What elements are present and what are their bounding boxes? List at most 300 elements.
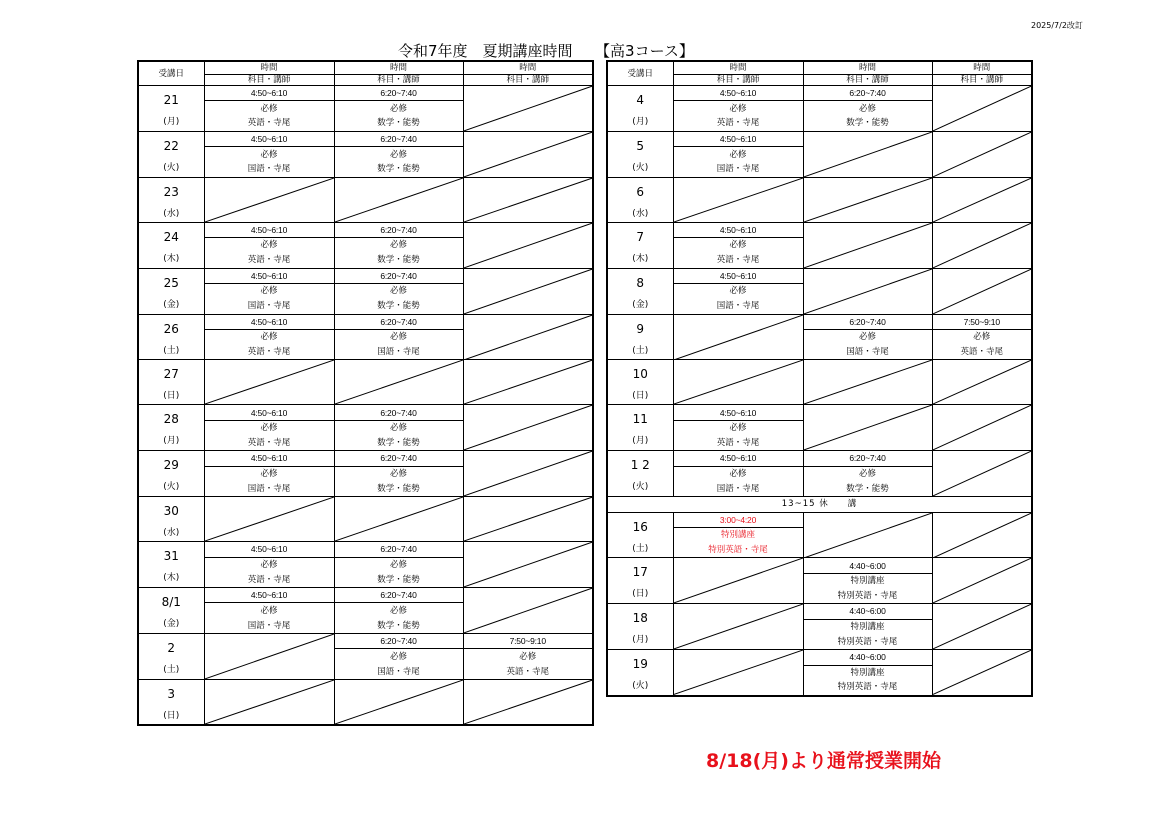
empty-slot [463, 451, 593, 497]
slot-subject: 数学・能勢 [334, 116, 463, 131]
schedule-row [607, 86, 1032, 101]
slot-subject: 英語・寺尾 [673, 436, 803, 451]
slot-subject: 数学・能勢 [803, 116, 932, 131]
weekday: (水) [632, 208, 649, 219]
empty-slot [673, 558, 803, 604]
slot-type: 必修 [204, 557, 334, 572]
empty-slot-slash [674, 650, 803, 694]
slot-subject: 英語・寺尾 [463, 664, 593, 679]
slot-type: 必修 [803, 329, 932, 344]
slot-type: 必修 [334, 283, 463, 298]
time-header: 時間 [932, 61, 1032, 75]
date-number: 1 2 [630, 458, 650, 473]
date-cell [607, 558, 673, 604]
date-cell [138, 314, 204, 360]
empty-slot [803, 405, 932, 451]
slot-time: 7:50~9:10 [932, 314, 1032, 329]
schedule-row [138, 634, 593, 649]
empty-slot [932, 177, 1032, 222]
slot-time: 4:50~6:10 [204, 86, 334, 101]
slot-type: 必修 [334, 147, 463, 162]
empty-slot [204, 679, 334, 725]
weekday: (火) [163, 482, 180, 493]
slot-subject: 国語・寺尾 [204, 618, 334, 633]
header-row [607, 61, 1032, 75]
weekday: (火) [163, 162, 180, 173]
date-cell [138, 222, 204, 268]
date-cell [607, 451, 673, 497]
slot-subject: 数学・能勢 [334, 299, 463, 314]
slot-type: 特別講座 [803, 573, 932, 588]
empty-slot [463, 131, 593, 177]
empty-slot-slash [674, 360, 803, 404]
subject-teacher-header: 科目・講師 [334, 75, 463, 86]
empty-slot-slash [464, 680, 593, 724]
slot-subject: 英語・寺尾 [932, 345, 1032, 360]
subject-teacher-header: 科目・講師 [803, 75, 932, 86]
weekday: (日) [163, 710, 180, 721]
slot-type: 必修 [334, 101, 463, 116]
slot-subject: 国語・寺尾 [673, 299, 803, 314]
weekday: (火) [632, 162, 649, 173]
weekday: (土) [632, 543, 649, 554]
date-number: 8 [636, 275, 645, 290]
empty-slot [463, 314, 593, 360]
empty-slot [463, 86, 593, 132]
date-cell [607, 604, 673, 650]
time-header: 時間 [463, 61, 593, 75]
subject-teacher-header: 科目・講師 [932, 75, 1032, 86]
subject-teacher-header: 科目・講師 [673, 75, 803, 86]
weekday: (土) [163, 665, 180, 676]
date-number: 5 [636, 138, 645, 153]
empty-slot [204, 634, 334, 680]
weekday: (木) [163, 253, 180, 264]
schedule-row [607, 512, 1032, 527]
empty-slot-slash [804, 269, 932, 314]
empty-slot-slash [933, 513, 1032, 558]
slot-subject: 数学・能勢 [334, 253, 463, 268]
slot-time: 4:50~6:10 [204, 222, 334, 237]
slot-type: 必修 [334, 329, 463, 344]
slot-type: 必修 [932, 329, 1032, 344]
schedule-row [607, 314, 1032, 329]
empty-slot-slash [674, 315, 803, 360]
date-cell [607, 86, 673, 132]
empty-slot [673, 177, 803, 222]
empty-slot [463, 679, 593, 725]
slot-time: 7:50~9:10 [463, 634, 593, 649]
slot-time: 6:20~7:40 [334, 588, 463, 603]
slot-subject: 特別英語・寺尾 [803, 634, 932, 649]
slot-subject: 特別英語・寺尾 [803, 589, 932, 604]
slot-time: 4:50~6:10 [673, 451, 803, 466]
date-number: 7 [636, 229, 645, 244]
slot-subject: 国語・寺尾 [334, 664, 463, 679]
date-cell [138, 268, 204, 314]
weekday: (木) [632, 253, 649, 264]
schedule-row [138, 542, 593, 557]
date-number: 6 [636, 184, 645, 199]
date-number: 28 [163, 412, 179, 427]
slot-type: 必修 [334, 466, 463, 481]
empty-slot-slash [933, 360, 1032, 404]
slot-time: 6:20~7:40 [803, 451, 932, 466]
slot-subject: 国語・寺尾 [803, 345, 932, 360]
weekday: (月) [163, 436, 180, 447]
empty-slot [803, 222, 932, 268]
slot-type: 必修 [803, 466, 932, 481]
slot-subject: 特別英語・寺尾 [673, 543, 803, 558]
empty-slot-slash [464, 588, 593, 633]
date-number: 21 [163, 93, 179, 107]
date-cell [138, 360, 204, 405]
slot-subject: 国語・寺尾 [204, 481, 334, 496]
date-cell [607, 131, 673, 177]
date-cell [138, 679, 204, 725]
empty-slot [334, 360, 463, 405]
schedule-row [607, 558, 1032, 573]
weekday: (月) [632, 635, 649, 646]
empty-slot-slash [804, 405, 932, 450]
empty-slot [463, 222, 593, 268]
slot-time: 4:50~6:10 [204, 588, 334, 603]
empty-slot [463, 360, 593, 405]
date-cell [607, 177, 673, 222]
empty-slot-slash [804, 132, 932, 177]
slot-subject: 特別英語・寺尾 [803, 680, 932, 695]
empty-slot-slash [464, 405, 593, 450]
slot-type: 必修 [803, 101, 932, 116]
date-cell [138, 497, 204, 542]
closed-notice: 13~15 休 講 [607, 497, 1032, 512]
empty-slot [932, 360, 1032, 405]
schedule-row [607, 650, 1032, 665]
empty-slot-slash [804, 513, 932, 558]
empty-slot-slash [464, 451, 593, 496]
slot-type: 必修 [463, 649, 593, 664]
slot-time: 4:40~6:00 [803, 650, 932, 665]
page-title: 令和7年度 夏期講座時間 【高3コース】 [398, 42, 694, 60]
empty-slot-slash [464, 360, 593, 404]
slot-subject: 国語・寺尾 [204, 162, 334, 177]
date-cell [607, 405, 673, 451]
slot-type: 必修 [204, 603, 334, 618]
empty-slot-slash [205, 680, 334, 724]
empty-slot-slash [674, 178, 803, 222]
slot-subject: 数学・能勢 [334, 618, 463, 633]
slot-type: 必修 [204, 466, 334, 481]
empty-slot [673, 604, 803, 650]
empty-slot-slash [933, 558, 1032, 603]
slot-subject: 国語・寺尾 [204, 299, 334, 314]
time-header: 時間 [673, 61, 803, 75]
slot-time: 4:40~6:00 [803, 558, 932, 573]
time-header: 時間 [204, 61, 334, 75]
slot-time: 4:50~6:10 [204, 405, 334, 420]
slot-subject: 国語・寺尾 [673, 162, 803, 177]
empty-slot [673, 360, 803, 405]
weekday: (日) [163, 391, 180, 402]
date-number: 8/1 [161, 595, 181, 610]
empty-slot-slash [804, 223, 932, 268]
slot-type: 必修 [204, 147, 334, 162]
schedule-row [607, 405, 1032, 420]
date-number: 27 [163, 367, 179, 382]
empty-slot [932, 405, 1032, 451]
date-cell [138, 542, 204, 588]
schedule-row [138, 405, 593, 420]
empty-slot-slash [804, 360, 932, 404]
empty-slot [932, 558, 1032, 604]
slot-type: 必修 [673, 238, 803, 253]
date-cell [138, 177, 204, 222]
empty-slot [932, 604, 1032, 650]
schedule-row [138, 86, 593, 101]
empty-slot-slash [335, 178, 463, 222]
schedule-row [138, 222, 593, 237]
date-cell [138, 451, 204, 497]
schedule-row [607, 131, 1032, 146]
regular-class-start-note: 8/18(月)より通常授業開始 [706, 750, 941, 772]
slot-subject: 英語・寺尾 [204, 345, 334, 360]
slot-time: 6:20~7:40 [334, 634, 463, 649]
schedule-row [607, 604, 1032, 619]
slot-type: 必修 [673, 420, 803, 435]
slot-subject: 英語・寺尾 [204, 253, 334, 268]
empty-slot [803, 512, 932, 558]
slot-time: 4:50~6:10 [673, 222, 803, 237]
slot-type: 特別講座 [673, 527, 803, 542]
slot-time: 6:20~7:40 [334, 405, 463, 420]
schedule-table-left [137, 60, 594, 726]
schedule-row [607, 268, 1032, 283]
slot-time: 4:50~6:10 [204, 131, 334, 146]
weekday: (水) [163, 208, 180, 219]
empty-slot-slash [933, 650, 1032, 694]
slot-time: 4:50~6:10 [204, 268, 334, 283]
slot-time: 4:50~6:10 [673, 405, 803, 420]
date-number: 18 [632, 611, 648, 626]
empty-slot [463, 405, 593, 451]
date-number: 10 [632, 367, 648, 382]
empty-slot [673, 650, 803, 696]
slot-subject: 数学・能勢 [334, 162, 463, 177]
date-cell [138, 634, 204, 680]
slot-type: 必修 [673, 147, 803, 162]
weekday: (木) [163, 573, 180, 584]
empty-slot-slash [464, 315, 593, 360]
empty-slot-slash [464, 86, 593, 131]
slot-type: 必修 [204, 283, 334, 298]
empty-slot [932, 86, 1032, 132]
slot-type: 必修 [204, 101, 334, 116]
date-cell [138, 131, 204, 177]
slot-time: 6:20~7:40 [334, 86, 463, 101]
empty-slot-slash [464, 542, 593, 587]
slot-type: 必修 [204, 329, 334, 344]
empty-slot [334, 497, 463, 542]
empty-slot-slash [674, 558, 803, 603]
empty-slot [463, 542, 593, 588]
subject-teacher-header: 科目・講師 [204, 75, 334, 86]
empty-slot [463, 268, 593, 314]
date-cell [138, 405, 204, 451]
date-number: 11 [632, 412, 648, 427]
slot-time: 4:50~6:10 [673, 86, 803, 101]
slot-time: 6:20~7:40 [334, 268, 463, 283]
weekday: (月) [163, 117, 180, 127]
slot-subject: 国語・寺尾 [673, 481, 803, 496]
time-header: 時間 [334, 61, 463, 75]
empty-slot-slash [335, 360, 463, 404]
empty-slot [932, 131, 1032, 177]
slot-time: 4:40~6:00 [803, 604, 932, 619]
slot-time: 4:50~6:10 [204, 542, 334, 557]
time-header: 時間 [803, 61, 932, 75]
empty-slot [673, 314, 803, 360]
schedule-row [138, 131, 593, 146]
date-number: 26 [163, 321, 179, 336]
empty-slot-slash [205, 360, 334, 404]
empty-slot [803, 360, 932, 405]
schedule-row [607, 222, 1032, 237]
date-number: 31 [163, 549, 179, 564]
weekday: (月) [632, 436, 649, 447]
slot-subject: 英語・寺尾 [204, 116, 334, 131]
date-number: 30 [163, 504, 179, 519]
weekday: (月) [632, 117, 649, 127]
slot-time: 6:20~7:40 [803, 86, 932, 101]
revision-date: 2025/7/2改訂 [1031, 21, 1083, 30]
slot-time: 6:20~7:40 [334, 451, 463, 466]
empty-slot-slash [205, 634, 334, 679]
slot-time: 4:50~6:10 [204, 314, 334, 329]
empty-slot [334, 177, 463, 222]
date-cell [607, 222, 673, 268]
empty-slot-slash [933, 604, 1032, 649]
date-number: 24 [163, 229, 179, 244]
empty-slot [803, 177, 932, 222]
schedule-row [138, 451, 593, 466]
header-row [138, 75, 593, 86]
weekday: (水) [163, 528, 180, 539]
slot-type: 必修 [334, 420, 463, 435]
weekday: (火) [632, 681, 649, 692]
slot-type: 必修 [204, 420, 334, 435]
slot-type: 必修 [334, 238, 463, 253]
schedule-row [607, 451, 1032, 466]
weekday: (土) [632, 345, 649, 356]
slot-type: 必修 [673, 466, 803, 481]
empty-slot-slash [933, 451, 1032, 496]
slot-type: 特別講座 [803, 665, 932, 680]
empty-slot [803, 131, 932, 177]
schedule-table-right [606, 60, 1033, 697]
slot-type: 特別講座 [803, 619, 932, 634]
empty-slot-slash [464, 178, 593, 222]
slot-subject: 英語・寺尾 [673, 116, 803, 131]
empty-slot [204, 497, 334, 542]
weekday: (日) [632, 391, 649, 402]
weekday: (金) [632, 299, 649, 310]
weekday: (日) [632, 589, 649, 600]
empty-slot [463, 497, 593, 542]
slot-type: 必修 [673, 283, 803, 298]
empty-slot [932, 650, 1032, 696]
slot-time: 6:20~7:40 [334, 314, 463, 329]
date-number: 23 [163, 184, 179, 199]
empty-slot [932, 268, 1032, 314]
weekday: (金) [163, 619, 180, 630]
day-header: 受講日 [607, 61, 673, 86]
date-number: 3 [167, 686, 176, 701]
day-header: 受講日 [138, 61, 204, 86]
slot-subject: 数学・能勢 [334, 436, 463, 451]
date-number: 22 [163, 138, 179, 153]
date-cell [607, 650, 673, 696]
date-number: 19 [632, 657, 648, 672]
empty-slot-slash [933, 269, 1032, 314]
empty-slot-slash [674, 604, 803, 649]
empty-slot-slash [464, 269, 593, 314]
slot-type: 必修 [673, 101, 803, 116]
slot-time: 4:50~6:10 [673, 268, 803, 283]
date-number: 4 [636, 93, 645, 107]
slot-subject: 英語・寺尾 [673, 253, 803, 268]
slot-time: 4:50~6:10 [204, 451, 334, 466]
slot-subject: 数学・能勢 [334, 481, 463, 496]
empty-slot-slash [464, 497, 593, 541]
slot-time: 4:50~6:10 [673, 131, 803, 146]
empty-slot-slash [933, 405, 1032, 450]
slot-subject: 英語・寺尾 [204, 572, 334, 587]
date-number: 9 [636, 321, 645, 336]
slot-time: 6:20~7:40 [334, 222, 463, 237]
empty-slot-slash [464, 223, 593, 268]
slot-time: 6:20~7:40 [803, 314, 932, 329]
empty-slot [463, 177, 593, 222]
empty-slot-slash [933, 178, 1032, 222]
empty-slot-slash [205, 178, 334, 222]
slot-time: 6:20~7:40 [334, 542, 463, 557]
slot-subject: 英語・寺尾 [204, 436, 334, 451]
date-cell [607, 314, 673, 360]
slot-type: 必修 [204, 238, 334, 253]
date-cell [607, 512, 673, 558]
empty-slot-slash [464, 132, 593, 177]
slot-subject: 数学・能勢 [334, 572, 463, 587]
subject-teacher-header: 科目・講師 [463, 75, 593, 86]
slot-type: 必修 [334, 649, 463, 664]
empty-slot-slash [804, 178, 932, 222]
date-number: 16 [632, 519, 648, 534]
empty-slot [463, 588, 593, 634]
date-cell [607, 268, 673, 314]
empty-slot [204, 177, 334, 222]
slot-subject: 数学・能勢 [803, 481, 932, 496]
slot-subject: 国語・寺尾 [334, 345, 463, 360]
empty-slot [803, 268, 932, 314]
empty-slot-slash [335, 497, 463, 541]
slot-time: 6:20~7:40 [334, 131, 463, 146]
weekday: (土) [163, 345, 180, 356]
empty-slot [334, 679, 463, 725]
empty-slot [932, 512, 1032, 558]
slot-type: 必修 [334, 603, 463, 618]
date-number: 2 [167, 641, 176, 656]
weekday: (火) [632, 482, 649, 493]
